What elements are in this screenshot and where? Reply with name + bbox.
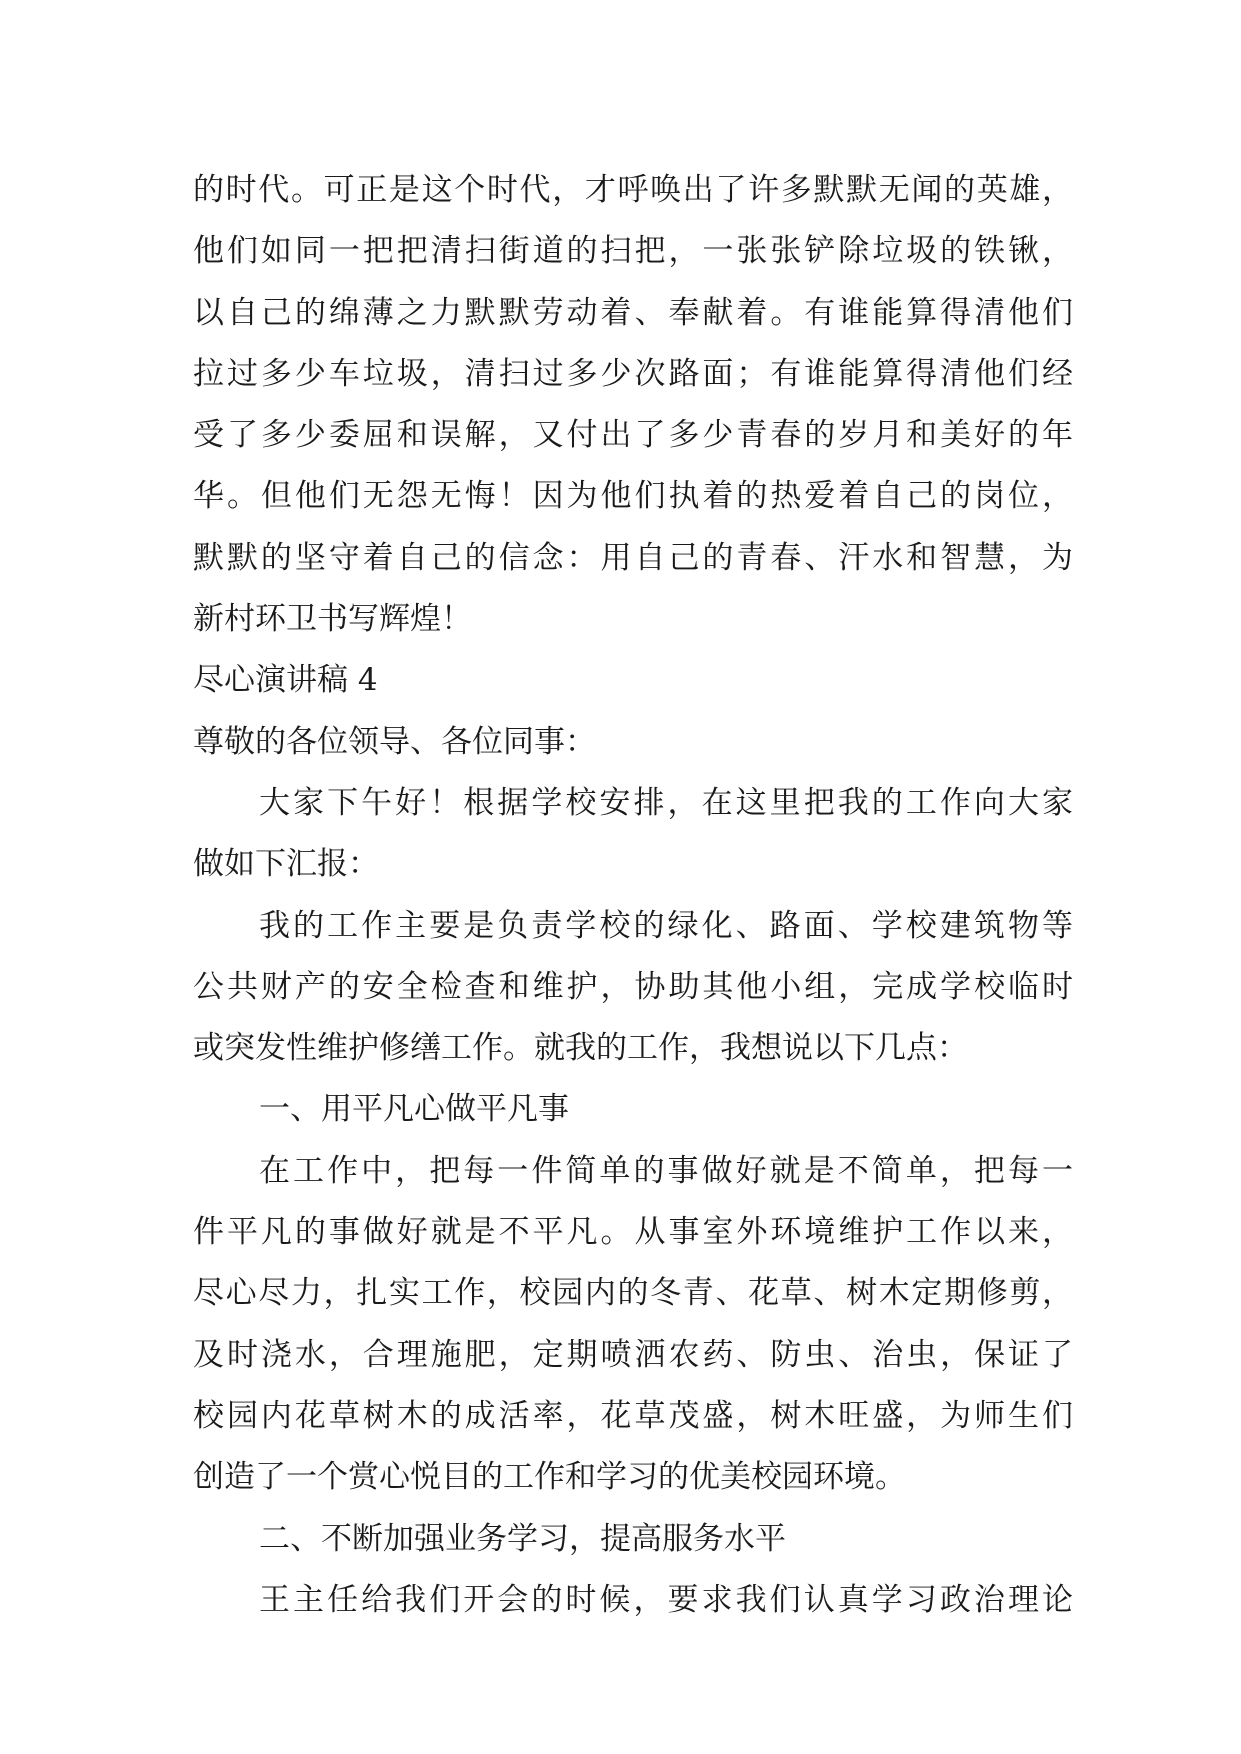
paragraph-line: 或突发性维护修缮工作。就我的工作，我想说以下几点：: [193, 1030, 968, 1067]
paragraph-line: 公共财产的安全检查和维护，协助其他小组，完成学校临时: [193, 968, 1073, 1005]
paragraph-line: 做如下汇报：: [193, 846, 379, 883]
salutation: 尊敬的各位领导、各位同事：: [193, 723, 596, 760]
subheading: 二、不断加强业务学习，提高服务水平: [259, 1520, 786, 1557]
subheading: 一、用平凡心做平凡事: [259, 1091, 569, 1128]
paragraph-line: 尽心尽力，扎实工作，校园内的冬青、花草、树木定期修剪，: [193, 1275, 1073, 1312]
paragraph-line: 在工作中，把每一件简单的事做好就是不简单，把每一: [259, 1152, 1073, 1189]
section-heading: 尽心演讲稿 4: [193, 662, 378, 699]
paragraph-line: 以自己的绵薄之力默默劳动着、奉献着。有谁能算得清他们: [193, 294, 1073, 331]
paragraph-line: 校园内花草树木的成活率，花草茂盛，树木旺盛，为师生们: [193, 1397, 1073, 1434]
document-body: [193, 160, 1073, 1631]
paragraph-line: 新村环卫书写辉煌！: [193, 601, 472, 638]
paragraph-line: 大家下午好！根据学校安排，在这里把我的工作向大家: [259, 784, 1073, 821]
paragraph-line: 件平凡的事做好就是不平凡。从事室外环境维护工作以来，: [193, 1214, 1073, 1251]
paragraph-line: 默默的坚守着自己的信念：用自己的青春、汗水和智慧，为: [193, 539, 1073, 576]
paragraph-line: 及时浇水，合理施肥，定期喷洒农药、防虫、治虫，保证了: [193, 1336, 1073, 1373]
paragraph-line: 他们如同一把把清扫街道的扫把，一张张铲除垃圾的铁锹，: [193, 233, 1073, 270]
paragraph-line: 受了多少委屈和误解，又付出了多少青春的岁月和美好的年: [193, 417, 1073, 454]
paragraph-line: 拉过多少车垃圾，清扫过多少次路面；有谁能算得清他们经: [193, 355, 1073, 392]
paragraph-line: 王主任给我们开会的时候，要求我们认真学习政治理论: [259, 1581, 1073, 1618]
paragraph-line: 的时代。可正是这个时代，才呼唤出了许多默默无闻的英雄，: [193, 172, 1073, 208]
paragraph-line: 我的工作主要是负责学校的绿化、路面、学校建筑物等: [259, 907, 1073, 944]
paragraph-line: 创造了一个赏心悦目的工作和学习的优美校园环境。: [193, 1459, 906, 1496]
paragraph-line: 华。但他们无怨无悔！因为他们执着的热爱着自己的岗位，: [193, 478, 1073, 515]
